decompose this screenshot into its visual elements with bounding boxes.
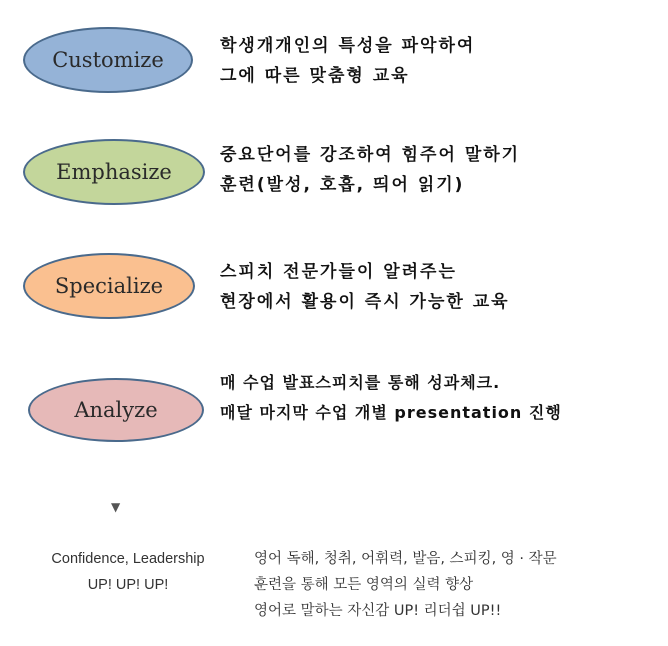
specialize-ellipse (23, 253, 195, 319)
customize-desc-line2: 그에 따른 맞춤형 교육 (220, 66, 410, 86)
specialize-desc-line2: 현장에서 활용이 즉시 가능한 교육 (220, 292, 510, 312)
footer-left (18, 546, 238, 598)
specialize-label: Specialize (54, 274, 164, 298)
emphasize-desc-line2: 훈련(발성, 호흡, 띄어 읽기) (220, 175, 465, 195)
specialize-desc-line1: 스피치 전문가들이 알려주는 (220, 262, 457, 282)
customize-ellipse (23, 27, 193, 93)
customize-label: Customize (52, 48, 164, 72)
analyze-desc-line1: 매 수업 발표스피치를 통해 성과체크. (220, 373, 501, 392)
analyze-desc-line2: 매달 마지막 수업 개별 presentation 진행 (220, 403, 562, 422)
footer-right (254, 546, 557, 624)
emphasize-description (220, 140, 520, 200)
analyze-ellipse (28, 378, 204, 442)
customize-description (220, 31, 475, 91)
footer-right-line2: 훈련을 통해 모든 영역의 실력 향상 (254, 577, 474, 593)
emphasize-label: Emphasize (56, 160, 172, 184)
analyze-description (220, 368, 562, 428)
footer-left-line2: UP! UP! UP! (87, 577, 169, 593)
customize-desc-line1: 학생개개인의 특성을 파악하여 (220, 36, 476, 56)
footer-right-line3: 영어로 말하는 자신감 UP! 리더쉽 UP!! (254, 603, 502, 619)
down-triangle-icon: ▼ (111, 500, 121, 514)
analyze-label: Analyze (74, 398, 158, 422)
footer-right-line1: 영어 독해, 청취, 어휘력, 발음, 스피킹, 영 · 작문 (254, 551, 557, 567)
emphasize-ellipse (23, 139, 205, 205)
footer-left-line1: Confidence, Leadership (51, 551, 205, 567)
specialize-description (220, 257, 510, 317)
emphasize-desc-line1: 중요단어를 강조하여 힘주어 말하기 (220, 145, 521, 165)
